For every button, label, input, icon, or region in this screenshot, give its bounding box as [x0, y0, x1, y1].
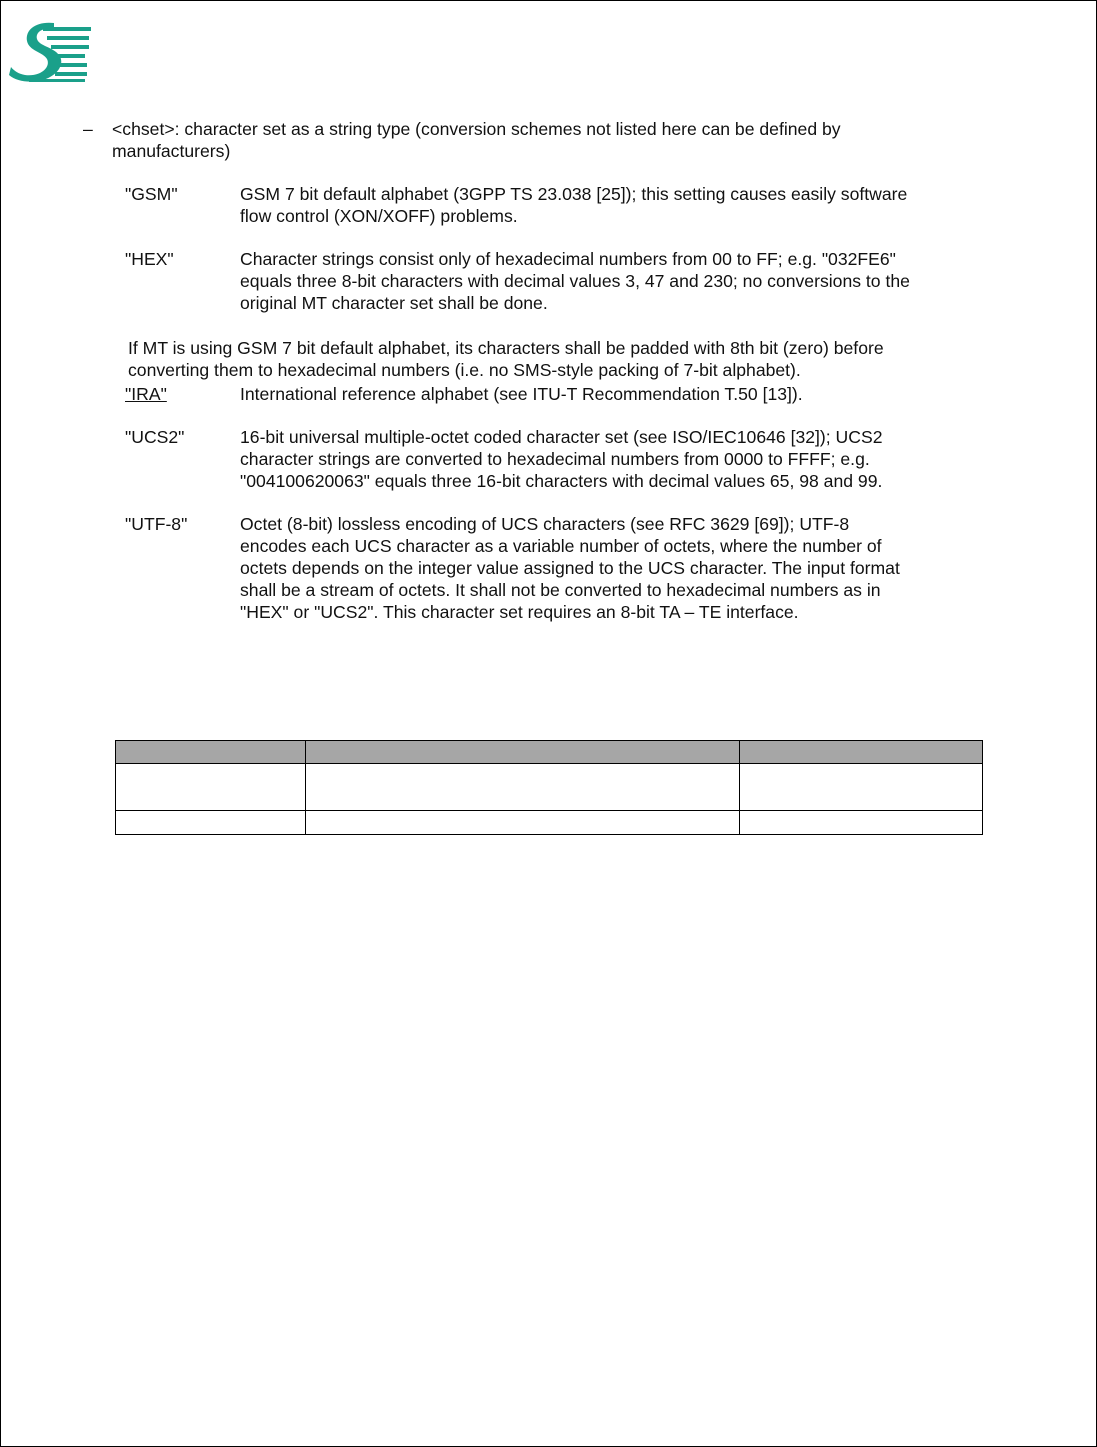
- definition-text-hex: [240, 248, 910, 314]
- table-row: [116, 764, 983, 811]
- definition-line: Character strings consist only of hexadecimal numbers from 00 to FF; e.g. "032FE6": [240, 249, 896, 269]
- table-header-row: [116, 741, 983, 764]
- definition-text-gsm: [240, 183, 907, 227]
- definition-line: "HEX" or "UCS2". This character set requires an 8-bit TA – TE interface.: [240, 602, 799, 622]
- definition-label-gsm: "GSM": [125, 184, 178, 204]
- definition-label-ucs2: "UCS2": [125, 427, 185, 447]
- definition-line: character strings are converted to hexadecimal numbers from 0000 to FFFF; e.g.: [240, 449, 870, 469]
- definition-line: encodes each UCS character as a variable number of octets, where the number of: [240, 536, 882, 556]
- definition-line: GSM 7 bit default alphabet (3GPP TS 23.038 [25]); this setting causes easily software: [240, 184, 908, 204]
- definition-line: original MT character set shall be done.: [240, 293, 548, 313]
- empty-table: [115, 740, 983, 835]
- table-cell: [740, 764, 983, 811]
- gsm-padding-note: [128, 337, 884, 381]
- table-cell: [116, 811, 306, 835]
- table-header-cell: [306, 741, 740, 764]
- note-line: converting them to hexadecimal numbers (i.e. no SMS-style packing of 7-bit alphabet).: [128, 360, 801, 380]
- definition-line: octets depends on the integer value assigned to the UCS character. The input format: [240, 558, 900, 578]
- definition-label-ira: "IRA": [125, 384, 167, 404]
- definition-text-ucs2: [240, 426, 882, 492]
- definition-line: International reference alphabet (see ITU-T Recommendation T.50 [13]).: [240, 384, 803, 404]
- definition-label-utf8: "UTF-8": [125, 514, 188, 534]
- definition-line: 16-bit universal multiple-octet coded character set (see ISO/IEC10646 [32]); UCS2: [240, 427, 883, 447]
- definition-text-utf8: [240, 513, 900, 623]
- chset-intro: [112, 118, 841, 162]
- table-row: [116, 811, 983, 835]
- company-logo-icon: [9, 19, 95, 83]
- definition-line: Octet (8-bit) lossless encoding of UCS characters (see RFC 3629 [69]); UTF-8: [240, 514, 850, 534]
- table-header-cell: [116, 741, 306, 764]
- definition-label-hex: "HEX": [125, 249, 174, 269]
- table-cell: [116, 764, 306, 811]
- definition-text-ira: [240, 383, 803, 405]
- definition-line: "004100620063" equals three 16-bit characters with decimal values 65, 98 and 99.: [240, 471, 883, 491]
- note-line: If MT is using GSM 7 bit default alphabet, its characters shall be padded with 8th bit (zero) before: [128, 338, 884, 358]
- table-cell: [306, 811, 740, 835]
- chset-intro-line: manufacturers): [112, 141, 231, 161]
- chset-intro-line: <chset>: character set as a string type (conversion schemes not listed here can be defined by: [112, 119, 841, 139]
- table-cell: [306, 764, 740, 811]
- definition-line: shall be a stream of octets. It shall not be converted to hexadecimal numbers as in: [240, 580, 881, 600]
- definition-line: flow control (XON/XOFF) problems.: [240, 206, 518, 226]
- table-cell: [740, 811, 983, 835]
- definition-line: equals three 8-bit characters with decimal values 3, 47 and 230; no conversions to the: [240, 271, 910, 291]
- bullet-marker: –: [83, 119, 93, 139]
- table-header-cell: [740, 741, 983, 764]
